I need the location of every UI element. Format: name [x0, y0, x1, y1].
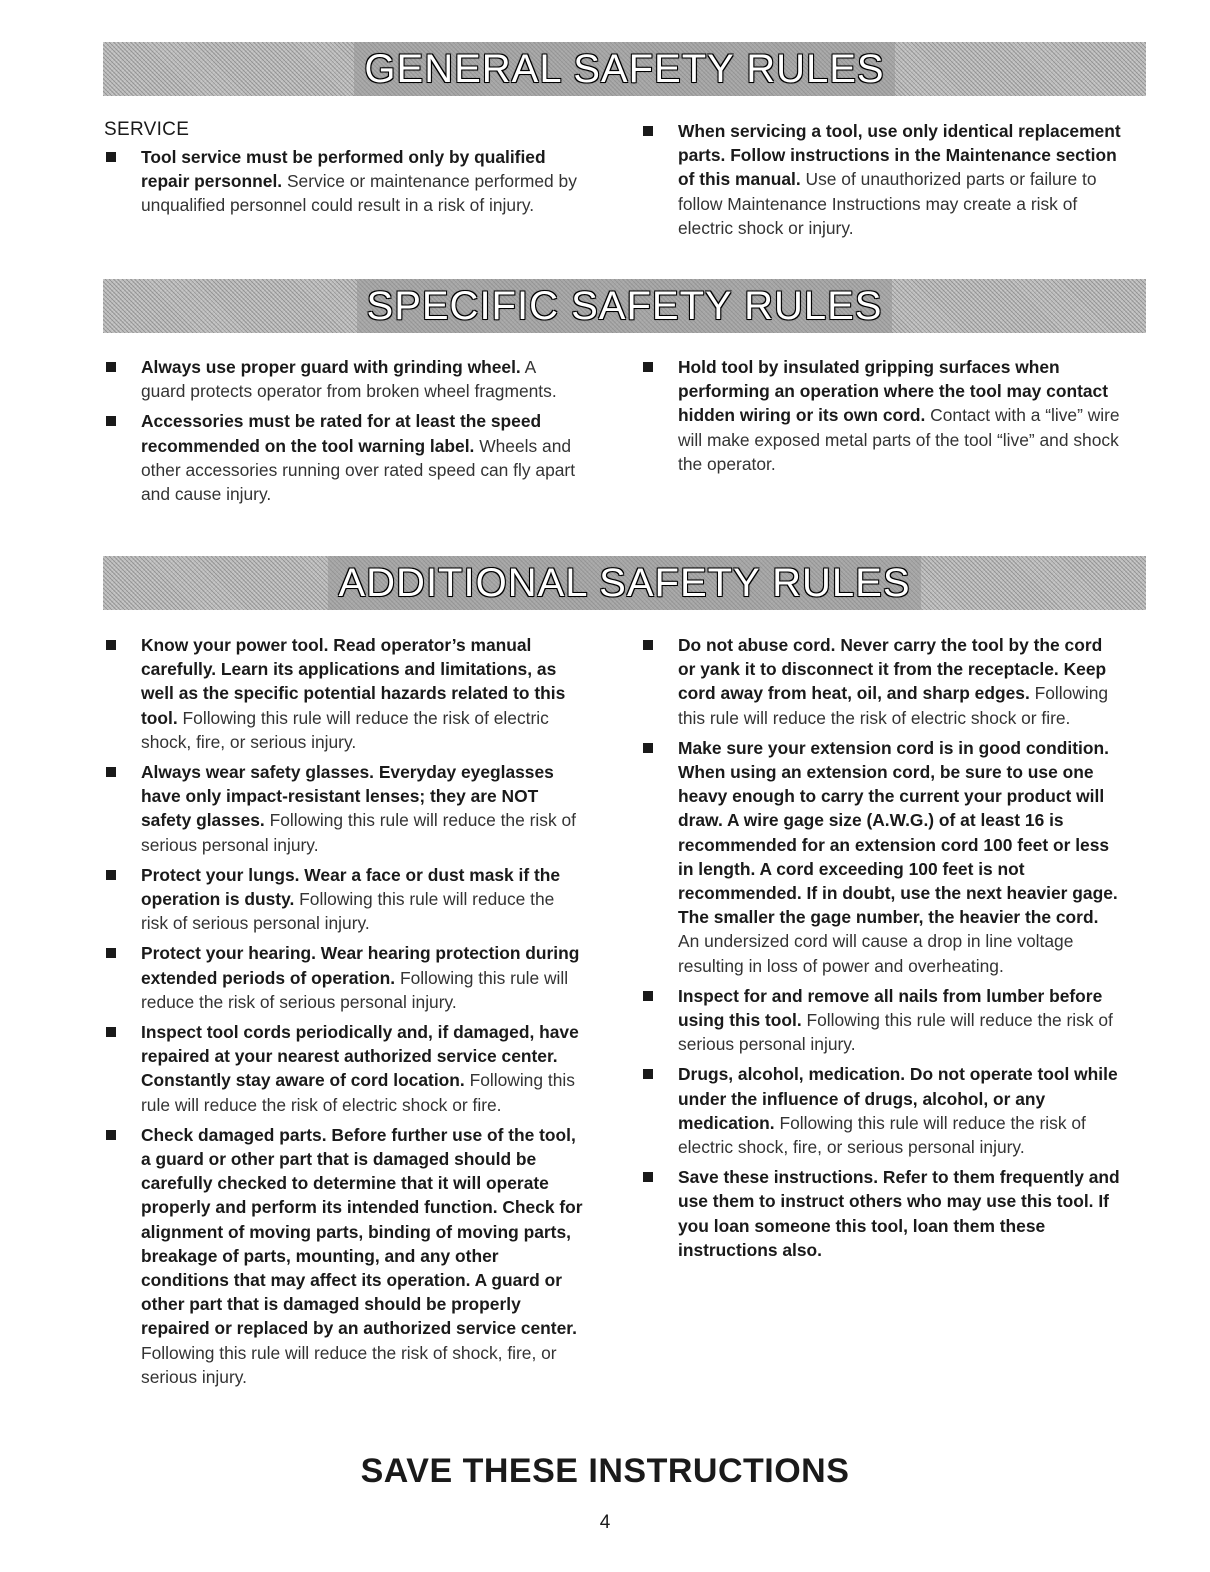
- rule-item: [104, 1020, 584, 1117]
- additional-left-column: [104, 633, 584, 1395]
- rule-bold: Accessories must be rated for at least the speed recommended on the tool warning label.: [141, 411, 542, 456]
- rule-item: [641, 119, 1121, 240]
- rule-item: [104, 409, 584, 506]
- rule-text: A guard protects operator from broken wheel fragments.: [141, 357, 557, 402]
- bullet-icon: [643, 743, 653, 753]
- page-number: 4: [599, 1512, 611, 1533]
- bullet-icon: [106, 362, 116, 372]
- save-instructions-title: SAVE THESE INSTRUCTIONS: [360, 1452, 850, 1490]
- rule-bold: Do not abuse cord. Never carry the tool by the cord or yank it to disconnect it from the receptacle. Keep cord away from heat, oil, and sharp edges.: [678, 635, 1107, 704]
- banner-title: ADDITIONAL SAFETY RULES: [328, 556, 920, 610]
- rule-item: [641, 1165, 1121, 1262]
- specific-right-column: [641, 355, 1121, 482]
- bullet-icon: [106, 152, 116, 162]
- rule-bold: Always use proper guard with grinding wheel.: [141, 357, 521, 377]
- bullet-icon: [106, 1027, 116, 1037]
- rule-item: [104, 633, 584, 754]
- rule-item: [641, 736, 1121, 978]
- rule-text: Following this rule will reduce the risk of serious personal injury.: [141, 810, 576, 855]
- bullet-icon: [106, 948, 116, 958]
- rule-bold: Tool service must be performed only by qualified repair personnel.: [141, 147, 546, 192]
- rule-text: Contact with a “live” wire will make exposed metal parts of the tool “live” and shock the operator.: [678, 405, 1120, 474]
- bullet-icon: [643, 640, 653, 650]
- rule-bold: Hold tool by insulated gripping surfaces when performing an operation where the tool may contact hidden wiring or its own cord.: [678, 357, 1108, 426]
- bullet-icon: [643, 362, 653, 372]
- bullet-icon: [106, 1130, 116, 1140]
- rule-bold: Protect your lungs. Wear a face or dust mask if the operation is dusty.: [141, 864, 561, 910]
- rule-bold: When servicing a tool, use only identical replacement parts. Follow instructions in the Maintenance section of this manual.: [678, 121, 1121, 190]
- rule-text: Following this rule will reduce the risk of electric shock, fire, or serious personal injury.: [678, 1112, 1086, 1158]
- rule-item: [641, 633, 1121, 730]
- rule-bold: Save these instructions. Refer to them frequently and use them to instruct others who may use this tool. If you loan someone this tool, loan them these instructions also.: [678, 1167, 1120, 1260]
- additional-right-column: [641, 633, 1121, 1268]
- section-heading-service: SERVICE: [104, 119, 190, 140]
- rule-bold: Make sure your extension cord is in good condition. When using an extension cord, be sure to use one heavy enough to carry the current your product will draw. A wire gage size (A.W.G.) of at least 16 is recommended for an extension cord 100 feet or less in length. A cord exceeding 100 feet is not recommended. If in doubt, use the next heavier gage. The smaller the gage number, the heavier the cord.: [678, 737, 1118, 928]
- banner-title: SPECIFIC SAFETY RULES: [357, 279, 893, 333]
- rule-item: [641, 984, 1121, 1057]
- rule-item: [104, 1123, 584, 1389]
- rule-item: [104, 760, 584, 857]
- rule-item: [104, 355, 584, 403]
- general-right-column: [641, 119, 1121, 246]
- rule-text: Wheels and other accessories running over rated speed can fly apart and cause injury.: [141, 435, 576, 505]
- bullet-icon: [106, 870, 116, 880]
- banner-title: GENERAL SAFETY RULES: [354, 42, 894, 96]
- rule-item: [104, 863, 584, 936]
- bullet-icon: [106, 640, 116, 650]
- rule-text: Following this rule will reduce the risk of serious personal injury.: [141, 889, 555, 934]
- general-left-column: [104, 119, 584, 224]
- rule-text: An undersized cord will cause a drop in line voltage resulting in loss of power and overheating.: [678, 931, 1074, 976]
- rule-text: Following this rule will reduce the risk of serious personal injury.: [678, 1010, 1113, 1055]
- additional-safety-banner: [103, 556, 1146, 610]
- bullet-icon: [643, 991, 653, 1001]
- rule-text: Service or maintenance performed by unqualified personnel could result in a risk of injury.: [141, 171, 577, 216]
- rule-item: [641, 1062, 1121, 1159]
- rule-text: Following this rule will reduce the risk of electric shock or fire.: [141, 1070, 575, 1115]
- bullet-icon: [106, 416, 116, 426]
- rule-bold: Know your power tool. Read operator’s manual carefully. Learn its applications and limitations, as well as the specific potential hazards related to this tool.: [141, 635, 566, 728]
- rule-bold: Drugs, alcohol, medication. Do not operate tool while under the influence of drugs, alcohol, or any medication.: [678, 1064, 1118, 1133]
- rule-text: Use of unauthorized parts or failure to follow Maintenance Instructions may create a risk of electric shock or injury.: [678, 169, 1097, 238]
- bullet-icon: [643, 1172, 653, 1182]
- rule-text: Following this rule will reduce the risk of serious personal injury.: [141, 967, 569, 1012]
- rule-bold: Protect your hearing. Wear hearing protection during extended periods of operation.: [141, 943, 580, 988]
- rule-text: Following this rule will reduce the risk of shock, fire, or serious injury.: [141, 1342, 557, 1387]
- rule-text: Following this rule will reduce the risk of electric shock, fire, or serious injury.: [141, 707, 549, 752]
- rule-bold: Inspect for and remove all nails from lumber before using this tool.: [678, 985, 1103, 1031]
- rule-item: [104, 145, 584, 218]
- bullet-icon: [643, 1069, 653, 1079]
- rule-bold: Always wear safety glasses. Everyday eyeglasses have only impact-resistant lenses; they are NOT safety glasses.: [141, 762, 554, 831]
- bullet-icon: [106, 767, 116, 777]
- rule-item: [104, 941, 584, 1014]
- rule-item: [641, 355, 1121, 476]
- rule-bold: Check damaged parts. Before further use of the tool, a guard or other part that is damaged should be carefully checked to determine that it will operate properly and perform its intended function. Check for alignment of moving parts, binding of moving parts, breakage of parts, mounting, and any other conditions that may affect its operation. A guard or other part that is damaged should be properly repaired or replaced by an authorized service center.: [141, 1124, 583, 1339]
- rule-bold: Inspect tool cords periodically and, if damaged, have repaired at your nearest authorized service center. Constantly stay aware of cord location.: [141, 1022, 579, 1091]
- general-safety-banner: [103, 42, 1146, 96]
- rule-text: Following this rule will reduce the risk of electric shock or fire.: [678, 683, 1109, 728]
- specific-left-column: [104, 355, 584, 512]
- specific-safety-banner: [103, 279, 1146, 333]
- bullet-icon: [643, 126, 653, 136]
